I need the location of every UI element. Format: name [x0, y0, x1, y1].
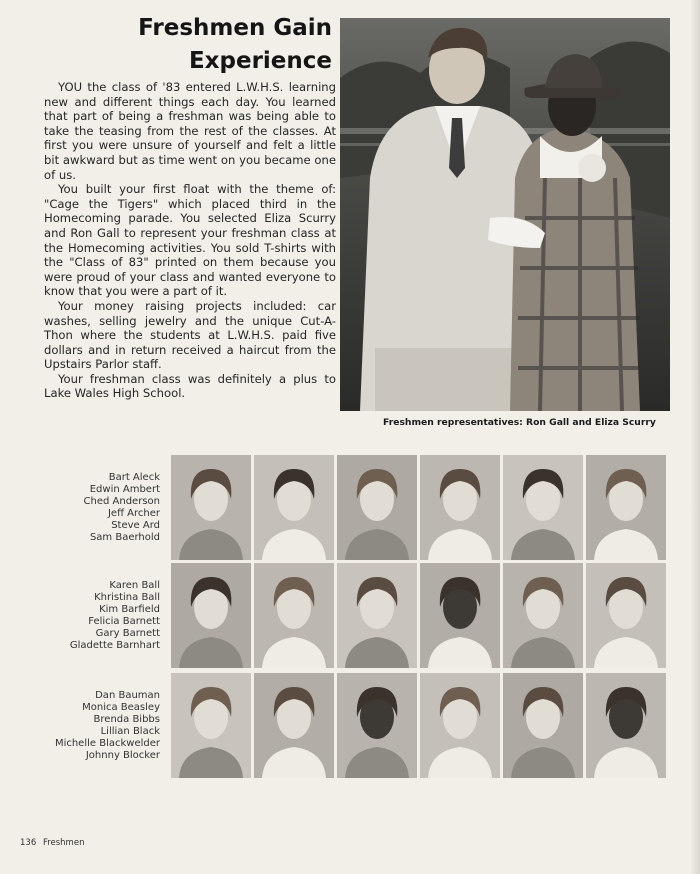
page-number: 136 — [20, 838, 37, 848]
hero-photo-image — [340, 18, 670, 411]
student-portrait — [171, 455, 251, 560]
article-body — [44, 80, 336, 401]
student-name: Gary Barnett — [95, 628, 160, 639]
student-name: Felicia Barnett — [88, 616, 160, 627]
student-portrait — [337, 673, 417, 778]
article-paragraph: Your money raising projects included: car washes, selling jewelry and the unique Cut-A-Thon where the students at L.W.H.S. paid five dollars and in return received a haircut from the Upstairs Parlor staff. — [44, 298, 336, 372]
student-portrait — [337, 563, 417, 668]
title-line-1: Freshmen Gain — [138, 15, 332, 41]
student-name: Kim Barfield — [99, 604, 160, 615]
student-name: Khristina Ball — [94, 592, 160, 603]
student-portrait — [420, 455, 500, 560]
student-name: Brenda Bibbs — [93, 714, 160, 725]
student-name: Monica Beasley — [82, 702, 160, 713]
student-portrait — [420, 673, 500, 778]
student-portrait — [503, 455, 583, 560]
article-paragraph: YOU the class of '83 entered L.W.H.S. learning new and different things each day. You learned that part of being a freshman was being able to take the teasing from the rest of the classes. At first you were unsure of yourself and felt a little bit awkward but as time went on you became one of us. — [44, 80, 336, 182]
binding-gutter — [690, 0, 700, 874]
student-name: Johnny Blocker — [85, 750, 160, 761]
student-portrait — [586, 673, 666, 778]
student-portrait — [586, 455, 666, 560]
student-portrait — [171, 563, 251, 668]
student-name: Bart Aleck — [108, 472, 160, 483]
hero-photo — [340, 18, 670, 411]
student-name: Lillian Black — [100, 726, 160, 737]
student-name: Jeff Archer — [107, 508, 160, 519]
student-portrait — [420, 563, 500, 668]
student-name: Ched Anderson — [83, 496, 160, 507]
title-line-2: Experience — [188, 48, 332, 74]
student-portrait — [254, 673, 334, 778]
student-name: Karen Ball — [109, 580, 160, 591]
portrait-names-row-2 — [20, 580, 160, 652]
student-name: Edwin Ambert — [89, 484, 160, 495]
student-name: Gladette Barnhart — [69, 640, 160, 651]
hero-caption: Freshmen representatives: Ron Gall and Eliza Scurry — [383, 417, 656, 428]
student-name: Steve Ard — [111, 520, 160, 531]
section-name: Freshmen — [42, 838, 85, 848]
student-portrait — [254, 563, 334, 668]
page-footer — [20, 838, 88, 848]
portrait-names-row-1 — [20, 472, 160, 544]
student-portrait — [503, 563, 583, 668]
student-portrait — [337, 455, 417, 560]
student-name: Dan Bauman — [95, 690, 160, 701]
article-paragraph: Your freshman class was definitely a plus to Lake Wales High School. — [44, 371, 336, 401]
article-paragraph: You built your first float with the theme of: "Cage the Tigers" which placed third in the Homecoming parade. You selected Eliza Scurry and Ron Gall to represent your freshman class at the Homecoming activities. You sold T-shirts with the "Class of 83" printed on them because you were proud of your class and wanted everyone to know that you were a part of it. — [44, 182, 336, 299]
student-name: Sam Baerhold — [89, 532, 160, 543]
student-name: Michelle Blackwelder — [54, 738, 160, 749]
article-title — [32, 12, 332, 78]
student-portrait — [586, 563, 666, 668]
student-portrait — [503, 673, 583, 778]
portrait-names-row-3 — [20, 690, 160, 762]
student-portrait — [254, 455, 334, 560]
student-portrait — [171, 673, 251, 778]
